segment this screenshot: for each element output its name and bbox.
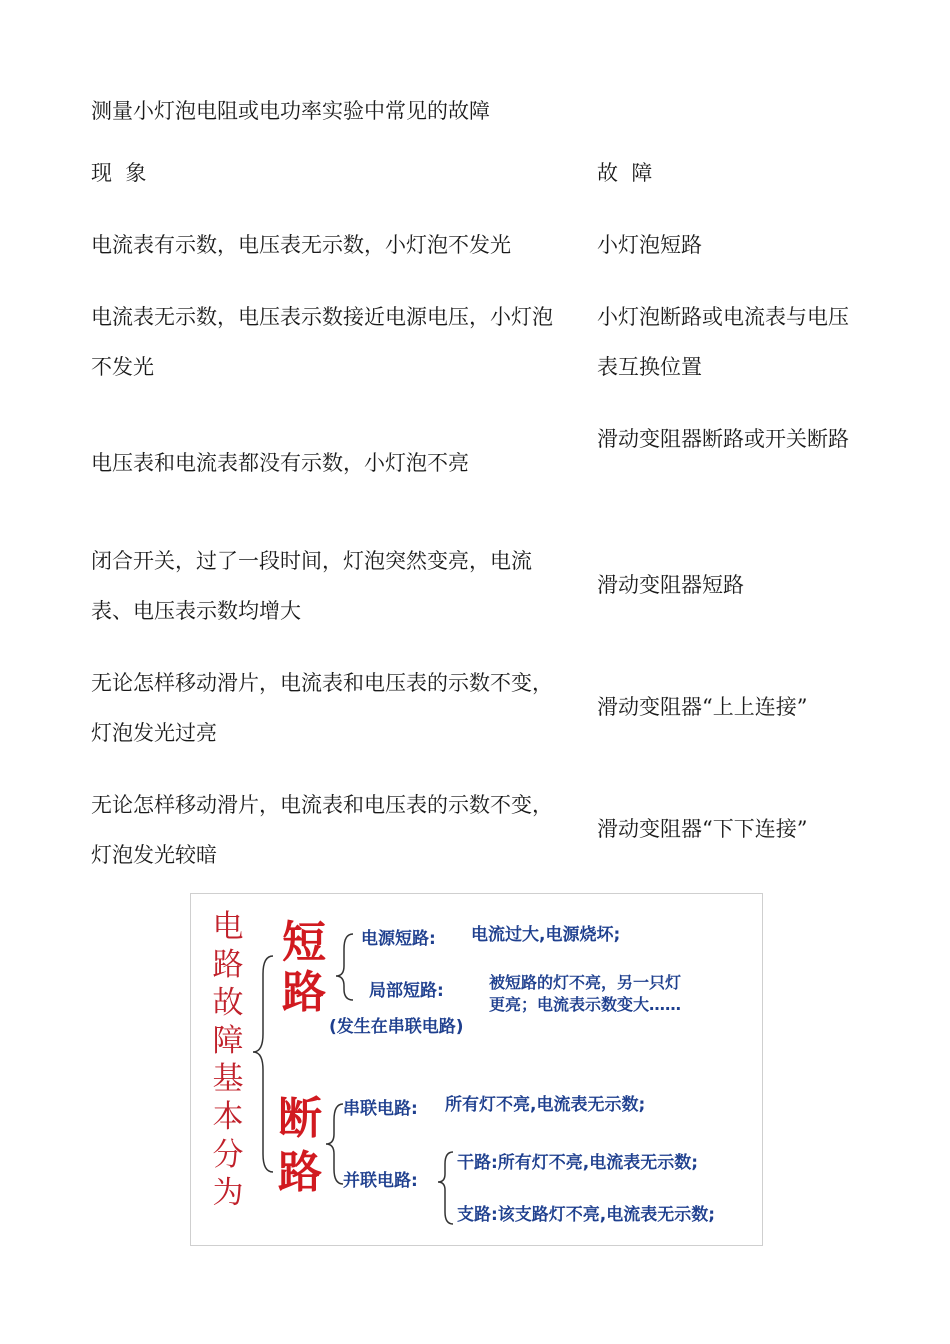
header-fault: 故 障 [597, 161, 653, 185]
root-char: 电 [212, 909, 244, 945]
partial-short-desc: 被短路的灯不亮，另一只灯 [489, 973, 682, 992]
short-circuit-note: (发生在串联电路) [329, 1017, 464, 1037]
phenomenon-cell: 电流表无示数，电压表示数接近电源电压，小灯泡不发光 [91, 305, 553, 379]
root-char: 障 [212, 1023, 244, 1059]
root-char: 为 [212, 1175, 244, 1211]
phenomenon-cell: 电流表有示数，电压表无示数，小灯泡不发光 [91, 233, 511, 257]
partial-short-label: 局部短路: [369, 981, 444, 1001]
sub-branch-desc: 支路:该支路灯不亮,电流表无示数; [457, 1205, 716, 1225]
fault-cell: 滑动变阻器“上上连接” [597, 695, 808, 719]
root-char: 分 [212, 1137, 244, 1173]
root-char: 本 [212, 1099, 244, 1135]
fault-cell: 小灯泡断路或电流表与电压表互换位置 [597, 305, 849, 379]
fault-cell: 滑动变阻器短路 [597, 573, 744, 597]
root-char: 故 [212, 985, 244, 1021]
main-branch-desc: 干路:所有灯不亮,电流表无示数; [457, 1153, 699, 1173]
open-circuit-char: 路 [278, 1147, 322, 1198]
open-circuit-char: 断 [278, 1093, 322, 1144]
short-circuit-char: 路 [282, 967, 326, 1018]
root-char: 基 [212, 1061, 244, 1097]
power-short-label: 电源短路: [361, 929, 436, 949]
series-label: 串联电路: [343, 1099, 418, 1119]
partial-short-desc: 更亮；电流表示数变大…… [489, 995, 682, 1014]
parallel-label: 并联电路: [343, 1171, 418, 1191]
circuit-fault-diagram [190, 893, 763, 1246]
fault-cell: 滑动变阻器断路或开关断路 [597, 427, 849, 451]
short-circuit-char: 短 [282, 917, 326, 968]
page-title: 测量小灯泡电阻或电功率实验中常见的故障 [91, 99, 490, 123]
power-short-desc: 电流过大,电源烧坏; [471, 925, 621, 945]
phenomenon-cell: 无论怎样移动滑片，电流表和电压表的示数不变，灯泡发光较暗 [91, 793, 553, 867]
header-phenomenon: 现 象 [91, 161, 147, 185]
fault-cell: 滑动变阻器“下下连接” [597, 817, 808, 841]
phenomenon-cell: 无论怎样移动滑片，电流表和电压表的示数不变，灯泡发光过亮 [91, 671, 553, 745]
phenomenon-cell: 电压表和电流表都没有示数，小灯泡不亮 [91, 451, 469, 475]
fault-cell: 小灯泡短路 [597, 233, 702, 257]
root-char: 路 [212, 947, 244, 983]
series-desc: 所有灯不亮,电流表无示数; [445, 1095, 646, 1115]
phenomenon-cell: 闭合开关，过了一段时间，灯泡突然变亮，电流表、电压表示数均增大 [91, 549, 532, 623]
